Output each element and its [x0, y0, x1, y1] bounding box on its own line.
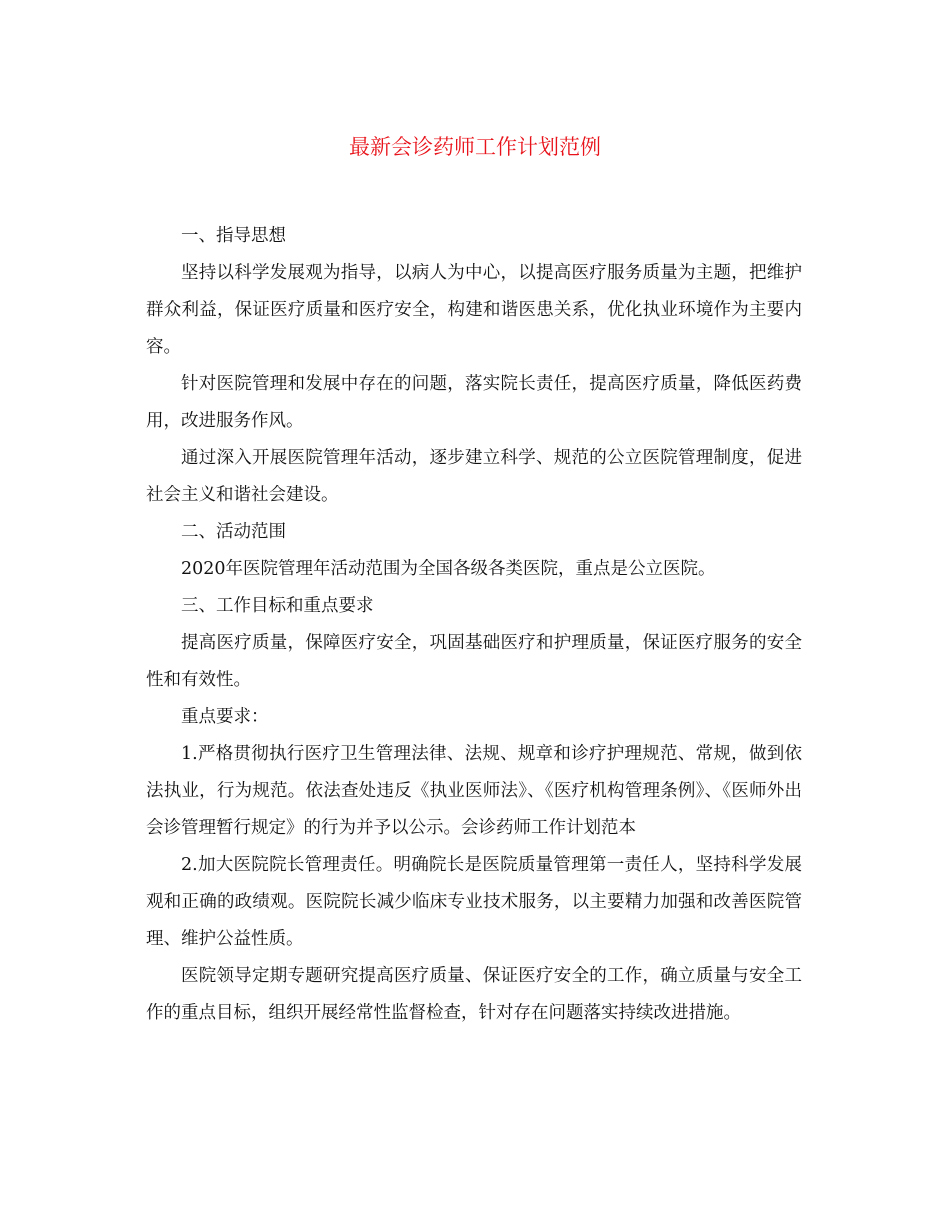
paragraph: 1.严格贯彻执行医疗卫生管理法律、法规、规章和诊疗护理规范、常规，做到依法执业，行为规范。依法查处违反《执业医师法》、《医疗机构管理条例》、《医师外出会诊管理暂行规定》的行为并予以公示。会诊药师工作计划范本: [146, 744, 802, 838]
paragraph: 医院领导定期专题研究提高医疗质量、保证医疗安全的工作，确立质量与安全工作的重点目标，组织开展经常性监督检查，针对存在问题落实持续改进措施。: [146, 966, 802, 1023]
paragraph: 重点要求：: [181, 707, 269, 727]
section-heading-goals: 三、工作目标和重点要求: [181, 596, 374, 616]
document-body: [146, 218, 802, 1032]
paragraph: 2020年医院管理年活动范围为全国各级各类医院，重点是公立医院。: [181, 559, 716, 579]
document-title: 最新会诊药师工作计划范例: [349, 135, 601, 159]
paragraph: 提高医疗质量，保障医疗安全，巩固基础医疗和护理质量，保证医疗服务的安全性和有效性。: [146, 633, 802, 690]
section-heading-scope: 二、活动范围: [181, 522, 286, 542]
paragraph: 通过深入开展医院管理年活动，逐步建立科学、规范的公立医院管理制度，促进社会主义和谐社会建设。: [146, 448, 802, 505]
paragraph: 坚持以科学发展观为指导，以病人为中心，以提高医疗服务质量为主题，把维护群众利益，保证医疗质量和医疗安全，构建和谐医患关系，优化执业环境作为主要内容。: [146, 263, 802, 357]
paragraph: 针对医院管理和发展中存在的问题，落实院长责任，提高医疗质量，降低医药费用，改进服务作风。: [146, 374, 802, 431]
section-heading-guiding-thought: 一、指导思想: [181, 226, 286, 246]
paragraph: 2.加大医院院长管理责任。明确院长是医院质量管理第一责任人，坚持科学发展观和正确的政绩观。医院院长减少临床专业技术服务，以主要精力加强和改善医院管理、维护公益性质。: [146, 855, 802, 949]
